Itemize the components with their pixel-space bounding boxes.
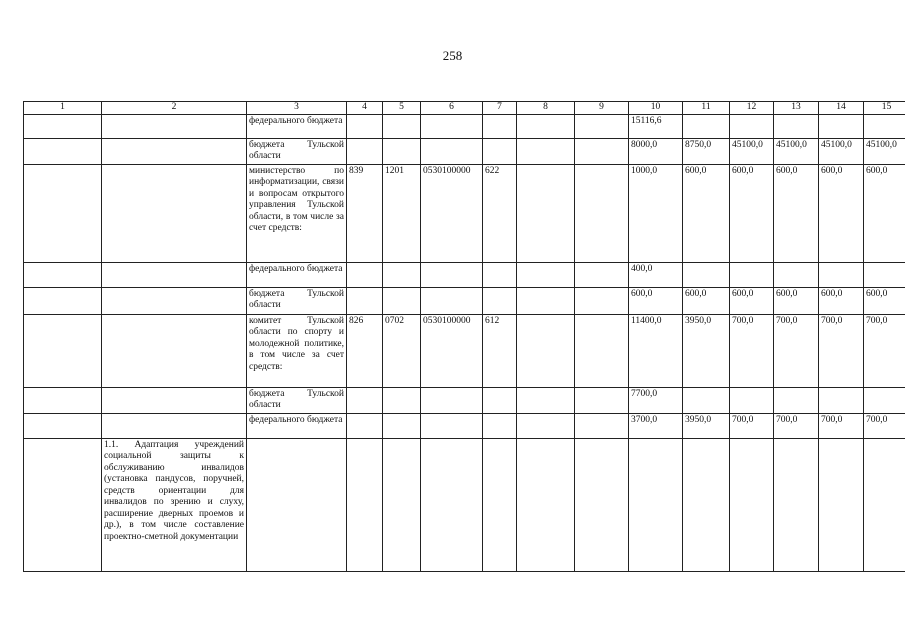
table-cell [347, 138, 383, 164]
table-cell [483, 262, 517, 287]
table-cell: 600,0 [774, 164, 819, 262]
table-cell [683, 438, 730, 571]
table-cell [483, 138, 517, 164]
table-cell [421, 114, 483, 138]
table-cell: 8750,0 [683, 138, 730, 164]
table-cell: федерального бюджета [247, 114, 347, 138]
table-cell: 826 [347, 314, 383, 387]
table-cell [575, 138, 629, 164]
table-cell [102, 413, 247, 438]
table-cell: 45100,0 [864, 138, 905, 164]
table-cell: 700,0 [730, 413, 774, 438]
table-cell: 400,0 [629, 262, 683, 287]
column-header: 4 [347, 102, 383, 115]
table-cell: 45100,0 [819, 138, 864, 164]
column-header: 7 [483, 102, 517, 115]
table-cell [575, 114, 629, 138]
table-cell: 7700,0 [629, 387, 683, 413]
table-cell: 600,0 [683, 164, 730, 262]
table-cell [347, 438, 383, 571]
table-cell [102, 387, 247, 413]
table-cell: 600,0 [683, 287, 730, 314]
table-row [24, 164, 905, 262]
table-cell [483, 438, 517, 571]
table-cell [774, 438, 819, 571]
column-header: 10 [629, 102, 683, 115]
table-cell [102, 138, 247, 164]
table-cell: 700,0 [774, 413, 819, 438]
table-cell: 3950,0 [683, 413, 730, 438]
table-cell [383, 387, 421, 413]
table-cell: 600,0 [819, 287, 864, 314]
table-row [24, 262, 905, 287]
table-cell [864, 438, 905, 571]
table-cell [102, 164, 247, 262]
table-cell [819, 114, 864, 138]
table-cell: 600,0 [730, 164, 774, 262]
table-cell [575, 314, 629, 387]
table-cell [483, 287, 517, 314]
table-cell [575, 287, 629, 314]
table-cell [864, 262, 905, 287]
table-cell: 700,0 [864, 314, 905, 387]
table-cell [347, 413, 383, 438]
table-cell: 1201 [383, 164, 421, 262]
table-cell [347, 114, 383, 138]
table-cell [383, 138, 421, 164]
table-cell [629, 438, 683, 571]
table-cell: 700,0 [864, 413, 905, 438]
page-number: 258 [442, 48, 463, 63]
column-header: 15 [864, 102, 905, 115]
table-cell: министерство по информатизации, связи и вопросам открытого управления Тульской области, в том числе за счет средств: [247, 164, 347, 262]
column-header: 1 [24, 102, 102, 115]
table-cell [24, 164, 102, 262]
column-header: 6 [421, 102, 483, 115]
table-cell [383, 287, 421, 314]
table-cell [517, 114, 575, 138]
table-cell [24, 262, 102, 287]
table-cell: бюджета Тульской области [247, 287, 347, 314]
column-header: 2 [102, 102, 247, 115]
table-cell [517, 413, 575, 438]
table-cell: 600,0 [864, 287, 905, 314]
table-cell [517, 314, 575, 387]
column-header: 8 [517, 102, 575, 115]
table-cell: 700,0 [819, 413, 864, 438]
table-cell: бюджета Тульской области [247, 138, 347, 164]
column-header: 9 [575, 102, 629, 115]
table-cell [24, 287, 102, 314]
table-cell [730, 387, 774, 413]
table-row [24, 387, 905, 413]
table-cell [347, 262, 383, 287]
table-cell [483, 387, 517, 413]
table-cell [421, 262, 483, 287]
table-cell [483, 413, 517, 438]
table-header-row [24, 102, 905, 115]
table-cell [24, 438, 102, 571]
table-cell [383, 114, 421, 138]
table-cell: 0530100000 [421, 314, 483, 387]
table-cell [517, 138, 575, 164]
table-cell [102, 262, 247, 287]
table-cell [575, 387, 629, 413]
table-cell: 8000,0 [629, 138, 683, 164]
table-cell: 600,0 [730, 287, 774, 314]
table-row [24, 287, 905, 314]
table-row [24, 438, 905, 571]
table-cell [517, 164, 575, 262]
table-cell [517, 387, 575, 413]
table-cell: 600,0 [864, 164, 905, 262]
table-cell [864, 114, 905, 138]
table-cell [517, 438, 575, 571]
column-header: 14 [819, 102, 864, 115]
table-cell [774, 262, 819, 287]
table-cell [421, 438, 483, 571]
table-cell [383, 413, 421, 438]
budget-table [23, 101, 905, 572]
table-cell: 700,0 [730, 314, 774, 387]
table-cell [102, 287, 247, 314]
table-cell [24, 387, 102, 413]
table-cell [483, 114, 517, 138]
table-cell [517, 287, 575, 314]
table-cell [575, 438, 629, 571]
table-cell: 3700,0 [629, 413, 683, 438]
table-cell [575, 413, 629, 438]
table-cell [421, 387, 483, 413]
table-cell [819, 438, 864, 571]
table-cell [24, 413, 102, 438]
table-cell [517, 262, 575, 287]
table-cell [730, 114, 774, 138]
table-cell [683, 262, 730, 287]
table-cell [421, 287, 483, 314]
table-cell [575, 262, 629, 287]
table-cell [24, 138, 102, 164]
table-cell [383, 262, 421, 287]
table-cell: 3950,0 [683, 314, 730, 387]
column-header: 5 [383, 102, 421, 115]
column-header: 11 [683, 102, 730, 115]
table-cell [683, 114, 730, 138]
table-cell [421, 413, 483, 438]
table-cell: 0702 [383, 314, 421, 387]
table-cell [347, 387, 383, 413]
table-cell [864, 387, 905, 413]
table-cell: 0530100000 [421, 164, 483, 262]
table-cell: комитет Тульской области по спорту и молодежной политике, в том числе за счет средств: [247, 314, 347, 387]
table-cell: 600,0 [629, 287, 683, 314]
column-header: 13 [774, 102, 819, 115]
table-row [24, 413, 905, 438]
table-cell: 839 [347, 164, 383, 262]
table-cell [383, 438, 421, 571]
table-cell: 1.1. Адаптация учреждений социальной защиты к обслуживанию инвалидов (установка пандусов, поручней, средств ориентации для инвалидов по зрению и слуху, расширение дверных проемов и др.), в том числе составление проектно-сметной документации [102, 438, 247, 571]
table-cell [774, 387, 819, 413]
table-cell: бюджета Тульской области [247, 387, 347, 413]
column-header: 12 [730, 102, 774, 115]
table-cell [819, 262, 864, 287]
table-cell: федерального бюджета [247, 413, 347, 438]
table-cell [347, 287, 383, 314]
table-cell: 45100,0 [774, 138, 819, 164]
column-header: 3 [247, 102, 347, 115]
table-row [24, 138, 905, 164]
table-cell: 612 [483, 314, 517, 387]
table-cell: 700,0 [774, 314, 819, 387]
table-cell: 622 [483, 164, 517, 262]
table-cell [575, 164, 629, 262]
table-row [24, 314, 905, 387]
table-cell [102, 314, 247, 387]
table-cell: 1000,0 [629, 164, 683, 262]
table-row [24, 114, 905, 138]
table-cell [774, 114, 819, 138]
table-cell [683, 387, 730, 413]
table-cell [730, 262, 774, 287]
table-cell: 15116,6 [629, 114, 683, 138]
table-cell: 600,0 [819, 164, 864, 262]
table-cell: 600,0 [774, 287, 819, 314]
table-cell: 45100,0 [730, 138, 774, 164]
table-cell [819, 387, 864, 413]
table-cell [24, 114, 102, 138]
table-cell: 700,0 [819, 314, 864, 387]
table-cell: федерального бюджета [247, 262, 347, 287]
table-cell [421, 138, 483, 164]
table-cell [247, 438, 347, 571]
table-cell [24, 314, 102, 387]
table-cell [102, 114, 247, 138]
table-cell [730, 438, 774, 571]
table-cell: 11400,0 [629, 314, 683, 387]
